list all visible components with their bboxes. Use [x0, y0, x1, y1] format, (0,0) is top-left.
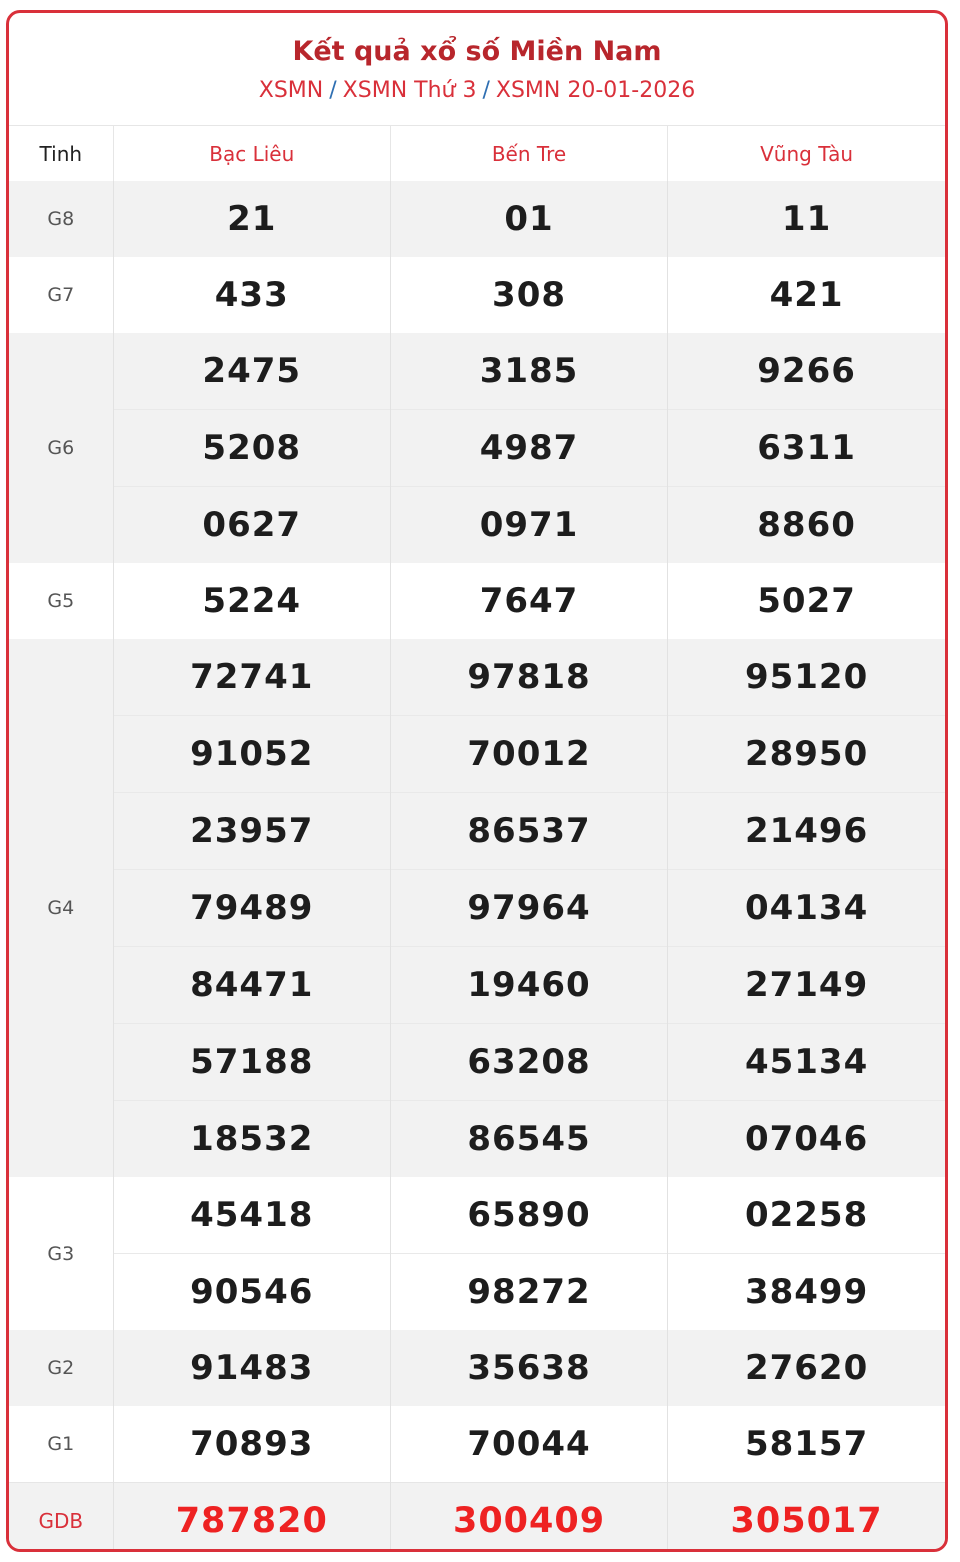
prize-number: 27149 — [668, 947, 945, 1024]
breadcrumb-xsmn[interactable]: XSMN — [258, 78, 324, 103]
table-row — [9, 487, 945, 564]
prize-number: 28950 — [668, 716, 945, 793]
prize-number: 5208 — [113, 410, 390, 487]
prize-number: 5224 — [113, 563, 390, 639]
table-row — [9, 639, 945, 716]
prize-number: 11 — [668, 181, 945, 257]
prize-number: 9266 — [668, 333, 945, 410]
prize-number: 57188 — [113, 1024, 390, 1101]
prize-number: 38499 — [668, 1254, 945, 1331]
table-row — [9, 870, 945, 947]
prize-number: 308 — [390, 257, 667, 333]
prize-number: 0627 — [113, 487, 390, 564]
prize-number: 421 — [668, 257, 945, 333]
prize-number: 97818 — [390, 639, 667, 716]
prize-number: 58157 — [668, 1406, 945, 1483]
results-body — [9, 181, 945, 1552]
prize-number: 45134 — [668, 1024, 945, 1101]
prize-label: G1 — [9, 1406, 113, 1483]
prize-number: 8860 — [668, 487, 945, 564]
prize-label: G4 — [9, 639, 113, 1177]
prize-number: 70012 — [390, 716, 667, 793]
prize-number: 65890 — [390, 1177, 667, 1254]
prize-number: 433 — [113, 257, 390, 333]
special-prize-number: 787820 — [113, 1483, 390, 1553]
column-header-tinh: Tinh — [9, 126, 113, 182]
prize-number: 21496 — [668, 793, 945, 870]
breadcrumb-separator: / — [482, 78, 490, 103]
table-row — [9, 410, 945, 487]
table-row — [9, 181, 945, 257]
prize-number: 5027 — [668, 563, 945, 639]
prize-number: 3185 — [390, 333, 667, 410]
prize-label: G2 — [9, 1330, 113, 1406]
prize-number: 4987 — [390, 410, 667, 487]
prize-number: 23957 — [113, 793, 390, 870]
special-prize-number: 305017 — [668, 1483, 945, 1553]
column-header-province[interactable]: Bến Tre — [390, 126, 667, 182]
table-row — [9, 1406, 945, 1483]
table-row — [9, 1024, 945, 1101]
prize-number: 86545 — [390, 1101, 667, 1178]
prize-label: G8 — [9, 181, 113, 257]
prize-number: 02258 — [668, 1177, 945, 1254]
table-row — [9, 716, 945, 793]
prize-number: 91483 — [113, 1330, 390, 1406]
breadcrumb-xsmn-date[interactable]: XSMN 20-01-2026 — [495, 78, 696, 103]
table-row — [9, 1101, 945, 1178]
table-row — [9, 1330, 945, 1406]
prize-label: G5 — [9, 563, 113, 639]
prize-number: 79489 — [113, 870, 390, 947]
prize-number: 70044 — [390, 1406, 667, 1483]
prize-label: G6 — [9, 333, 113, 563]
table-row — [9, 1177, 945, 1254]
prize-number: 72741 — [113, 639, 390, 716]
prize-number: 21 — [113, 181, 390, 257]
prize-number: 27620 — [668, 1330, 945, 1406]
table-row — [9, 333, 945, 410]
prize-number: 98272 — [390, 1254, 667, 1331]
table-row — [9, 257, 945, 333]
breadcrumb-separator: / — [329, 78, 337, 103]
table-row — [9, 563, 945, 639]
prize-number: 19460 — [390, 947, 667, 1024]
prize-label: G7 — [9, 257, 113, 333]
prize-number: 97964 — [390, 870, 667, 947]
prize-number: 7647 — [390, 563, 667, 639]
prize-number: 18532 — [113, 1101, 390, 1178]
column-header-province[interactable]: Vũng Tàu — [668, 126, 945, 182]
prize-number: 95120 — [668, 639, 945, 716]
results-card — [6, 10, 948, 1552]
prize-number: 35638 — [390, 1330, 667, 1406]
prize-number: 45418 — [113, 1177, 390, 1254]
column-header-province[interactable]: Bạc Liêu — [113, 126, 390, 182]
prize-number: 6311 — [668, 410, 945, 487]
table-row — [9, 793, 945, 870]
results-table — [9, 125, 945, 1552]
prize-number: 01 — [390, 181, 667, 257]
breadcrumb — [9, 77, 945, 105]
table-header-row — [9, 126, 945, 182]
prize-number: 07046 — [668, 1101, 945, 1178]
table-row — [9, 1254, 945, 1331]
breadcrumb-xsmn-weekday[interactable]: XSMN Thứ 3 — [342, 78, 477, 103]
table-row — [9, 947, 945, 1024]
prize-number: 04134 — [668, 870, 945, 947]
page-title: Kết quả xổ số Miền Nam — [292, 36, 662, 67]
results-header — [9, 13, 945, 125]
table-row — [9, 1483, 945, 1553]
prize-number: 2475 — [113, 333, 390, 410]
prize-number: 0971 — [390, 487, 667, 564]
prize-number: 90546 — [113, 1254, 390, 1331]
special-prize-number: 300409 — [390, 1483, 667, 1553]
prize-number: 63208 — [390, 1024, 667, 1101]
prize-label: GDB — [9, 1483, 113, 1553]
prize-number: 91052 — [113, 716, 390, 793]
prize-number: 70893 — [113, 1406, 390, 1483]
prize-number: 84471 — [113, 947, 390, 1024]
prize-number: 86537 — [390, 793, 667, 870]
prize-label: G3 — [9, 1177, 113, 1330]
